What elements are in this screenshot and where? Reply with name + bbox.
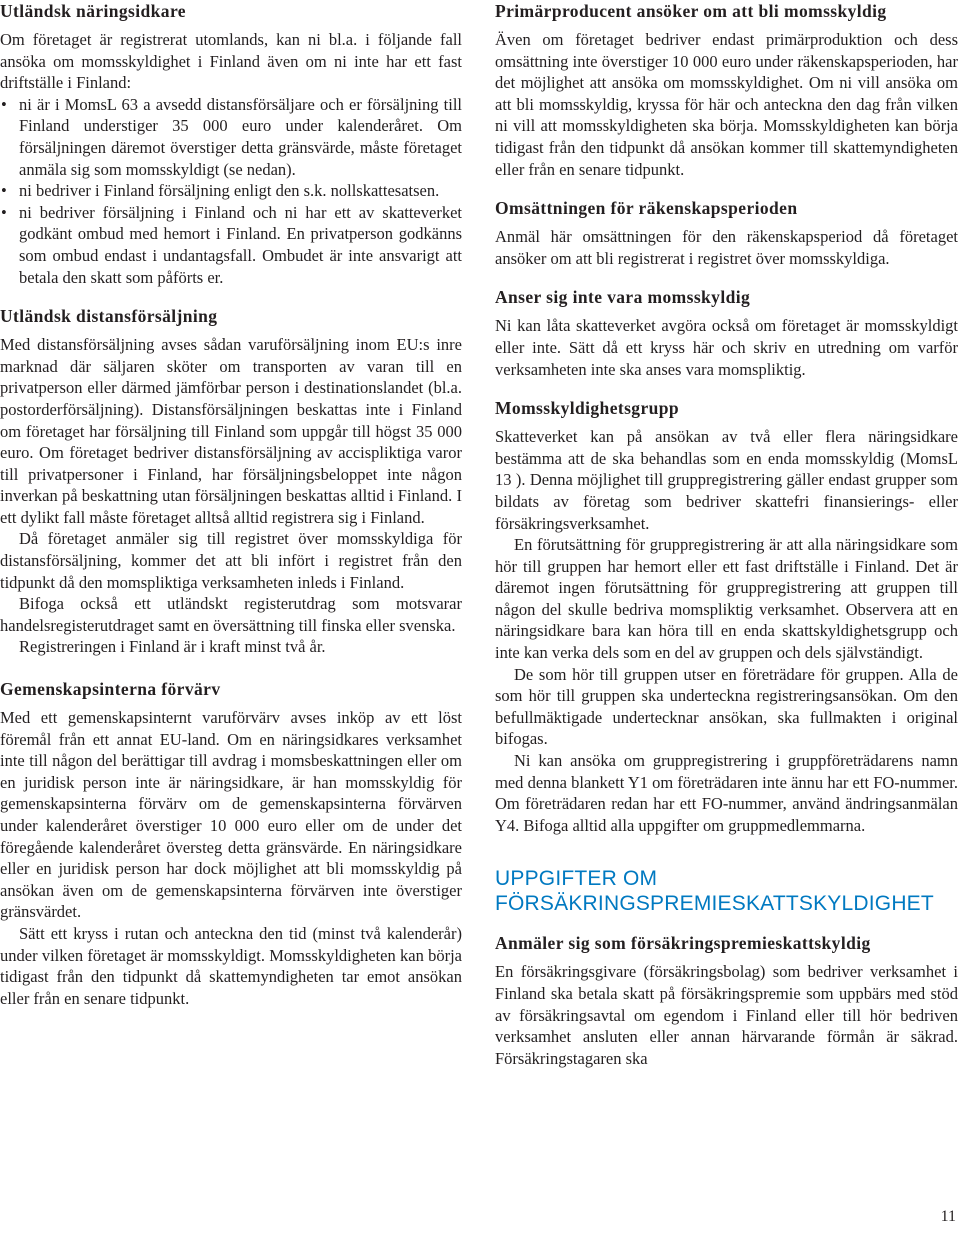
bullet-icon: • (1, 202, 7, 222)
distance-sales-paragraph: Med distansförsäljning avses sådan varuförsäljning inom EU:s inre marknad där säljaren sköter om transporten av varan till en privatperson eller därmed jämförbar person i destinationslandet (bl.a. postorderförsäljning). Distansförsäljningen beskattas inte i Finland om företaget har försäljning till Finland som uppgår till högst 35 000 euro. Om företaget bedriver distansförsäljning av accispliktiga varor till privatpersoner i Finland, har försäljningsbeloppet inte någon inverkan på beskattning utan försäljningen beskattas alltid i Finland. I ett dylikt fall måste företaget alltså alltid registrera sig i Finland. (0, 335, 462, 527)
insurance-registration-paragraph: En försäkringsgivare (försäkringsbolag) som bedriver verksamhet i Finland ska betala skatt på försäkringspremie som uppbärs med stöd av försäkringsavtal om egendom i Finland eller till hör bedriven verksamhet ansluten eller annan härvarande förmån är säkrad. Försäkringstagaren ska (495, 962, 958, 1068)
bullet-item (0, 94, 462, 180)
bullet-text: ni bedriver försäljning i Finland och ni har ett av skatteverket godkänt ombud med hemort i Finland. En privatperson godkänns som ombud endast i undantagsfall. Ombudet är inte ansvarigt att betala den skatt som påförts er. (19, 202, 462, 287)
distance-sales-paragraph: Bifoga också ett utländskt registerutdrag som motsvarar handelsregisterutdraget samt en översättning till finska eller svenska. (0, 594, 462, 635)
section-title-insurance-premium-tax: UPPGIFTER OM FÖRSÄKRINGSPREMIESKATTSKYLDIGHET (495, 867, 934, 916)
foreign-trader-bullet-list (0, 94, 462, 288)
left-column (0, 0, 462, 1009)
heading-vat-group: Momsskyldighetsgrupp (495, 398, 680, 419)
bullet-item (0, 202, 462, 288)
foreign-trader-intro: Om företaget är registrerat utomlands, kan ni bl.a. i följande fall ansöka om momsskyldighet i Finland även om ni inte har ett fast driftställe i Finland: (0, 30, 462, 93)
not-vat-liable-paragraph: Ni kan låta skatteverket avgöra också om företaget är momsskyldigt eller inte. Sätt då ett kryss här och skriv en utredning om varför verksamheten inte ska anses vara momspliktig. (495, 316, 958, 379)
distance-sales-paragraph: Registreringen i Finland är i kraft minst två år. (19, 637, 326, 657)
vat-group-paragraph: De som hör till gruppen utser en företrädare för gruppen. Alla de som hör till gruppen ska underteckna registreringsansökan. Om den befullmäktigade undertecknar ansökan, ska fullmakten i original bifogas. (495, 664, 958, 749)
intra-community-paragraph: Sätt ett kryss i rutan och anteckna den tid (minst två kalenderår) under vilken företaget är momsskyldigt. Momsskyldigheten kan börja tidigast från den tidpunkt då skattemyndigheten tar emot ansökan eller från en senare tidpunkt. (0, 923, 462, 1008)
bullet-item (0, 180, 462, 202)
heading-intra-community-acquisitions: Gemenskapsinterna förvärv (0, 679, 221, 700)
bullet-text: ni är i MomsL 63 a avsedd distansförsäljare och er försäljning till Finland understiger 35 000 euro under kalenderåret. Om försäljningen däremot överstiger detta gränsvärde, måste företaget anmäla sig som momsskyldigt (se nedan). (19, 94, 462, 179)
vat-group-paragraph: Skatteverket kan på ansökan av två eller flera näringsidkare bestämma att de ska behandlas som en enda momsskyldig (MomsL 13 ). Denna möjlighet till gruppregistrering gäller endast grupper som bildats av företag som bedriver skattefri finansierings- eller försäkringsverksamhet. (495, 427, 958, 533)
vat-group-paragraph: En förutsättning för gruppregistrering är att alla näringsidkare som hör till gruppen har hemort eller ett fast driftställe i Finland. Det är däremot ingen förutsättning för gruppregistrering att gruppen till någon del skulle bedriva momspliktig verksamhet. Observera att en näringsidkare bara kan höra till en enda skattskyldighetsgrupp och inte kan verka dels som en del av gruppen och dels självständigt. (495, 535, 958, 663)
vat-group-paragraph: Ni kan ansöka om gruppregistrering i gruppföreträdarens namn med denna blankett Y1 om företrädaren inte ännu har ett FO-nummer. Om företrädaren redan har ett FO-nummer, använd ändringsanmälan Y4. Bifoga alltid alla uppgifter om gruppmedlemmarna. (495, 751, 958, 835)
heading-foreign-trader: Utländsk näringsidkare (0, 1, 186, 21)
right-column (495, 0, 958, 1069)
intra-community-paragraph: Med ett gemenskapsinternt varuförvärv avses inköp av ett löst föremål från ett annat EU-land. Om en näringsidkares verksamhet inte till någon del berättigar till avdrag i momsbeskattningen eller om en juridisk person inte är näringsidkare, är han momsskyldig för gemenskapsinterna förvärv om de gemenskapsinterna förvärven under kalenderåret överstiger 10 000 euro eller om de under det föregående kalenderåret översteg detta gränsvärde. En näringsidkare eller en juridisk person har dock möjlighet att bli momsskyldig på ansökan även om de gemenskapsinterna förvärven inte överstiger gränsvärdet. (0, 708, 462, 922)
page-number: 11 (940, 1208, 956, 1225)
distance-sales-paragraph: Då företaget anmäler sig till registret över momsskyldiga för distansförsäljning, kommer det att bli infört i registret från den tidpunkt då den momspliktiga verksamheten inleds i Finland. (0, 529, 462, 592)
primary-producer-paragraph: Även om företaget bedriver endast primärproduktion och dess omsättning inte överstiger 10 000 euro under räkenskapsperioden, har det möjlighet att ansöka om momsskyldighet. Om ni vill ansöka om att bli momsskyldig, kryssa för här och anteckna den dag från vilken ni vill att momsskyldigheten ska börja. Momsskyldigheten kan börja tidigast från den tidpunkt då ansökan kommer till skattemyndigheten eller från en senare tidpunkt. (495, 30, 958, 179)
heading-distance-sales: Utländsk distansförsäljning (0, 306, 218, 327)
turnover-paragraph: Anmäl här omsättningen för den räkenskapsperiod då företaget ansöker om att bli registrerat i registret över momsskyldiga. (495, 227, 958, 268)
heading-turnover: Omsättningen för räkenskapsperioden (495, 198, 798, 219)
heading-not-vat-liable: Anser sig inte vara momsskyldig (495, 287, 751, 308)
bullet-icon: • (1, 181, 7, 201)
heading-primary-producer: Primärproducent ansöker om att bli momsskyldig (495, 1, 887, 21)
heading-insurance-premium-registration: Anmäler sig som försäkringspremieskattskyldig (495, 933, 871, 954)
bullet-text: ni bedriver i Finland försäljning enligt den s.k. nollskattesatsen. (19, 181, 440, 201)
bullet-icon: • (1, 94, 7, 114)
